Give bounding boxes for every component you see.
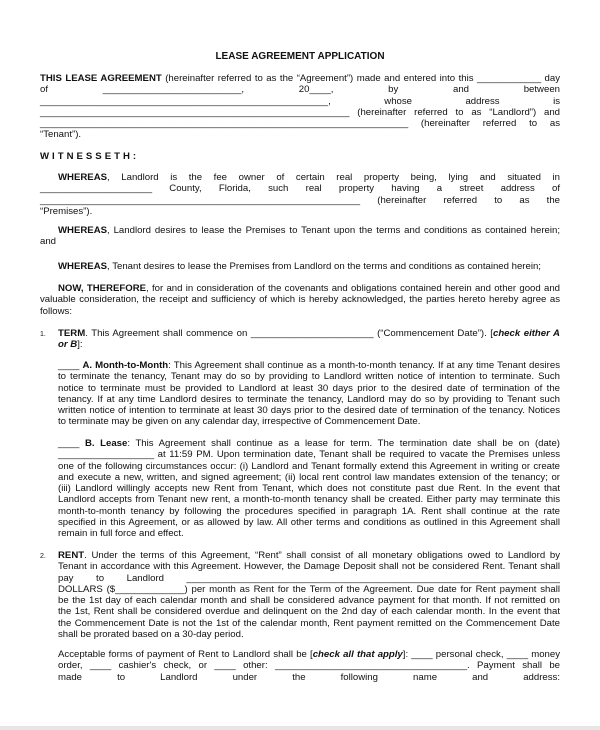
- text-line: [58, 394, 560, 405]
- text-run: one of the following circumstances occur: (i) Landlord and Tenant formally extend this Agreement in writing or create: [58, 460, 560, 472]
- text-run: Acceptable forms of payment of Rent to Landlord shall be [: [58, 649, 313, 660]
- document-title: LEASE AGREEMENT APPLICATION: [215, 51, 385, 62]
- text-run: DOLLARS ($_____________) per month as Rent for the Term of the Agreement. Due date for Rent payment shall: [58, 583, 560, 595]
- text-run: ____: [58, 360, 83, 371]
- text-line: [58, 383, 560, 394]
- text-run: ______________________________________________________, whose address is: [40, 95, 560, 107]
- text-line: [58, 584, 560, 595]
- text-line: [58, 405, 560, 416]
- text-run: , for and in consideration of the covenants and obligations contained herein and other good and: [146, 283, 560, 294]
- text-line: [58, 339, 560, 350]
- text-line: [58, 416, 560, 427]
- text-run: be the 1st day of each calendar month and shall be considered advance payment for that month. If not remitted on: [58, 595, 560, 607]
- payment-forms-paragraph: [58, 649, 560, 683]
- text-run: ____________________________________________________________ (hereinafter referred to as the: [40, 194, 560, 206]
- bold-text: WHEREAS: [58, 225, 108, 236]
- text-run: of __________________________, 20____, by and between: [40, 84, 560, 96]
- text-run: : This Agreement shall continue as a month-to-month tenancy. If at any time Tenant desires: [168, 360, 560, 371]
- text-line: [40, 118, 560, 129]
- text-line: [58, 472, 560, 483]
- text-line: [40, 183, 560, 194]
- page-edge: [0, 726, 600, 730]
- bold-text: WHEREAS: [58, 261, 108, 272]
- text-line: [40, 73, 560, 84]
- text-run: follows:: [40, 305, 72, 317]
- text-run: “Tenant”).: [40, 129, 82, 141]
- text-line: [58, 660, 560, 671]
- text-line: [40, 225, 560, 236]
- text-run: the 1st, Rent shall be considered overdue and delinquent on the 2nd day of each calendar month. In the event that: [58, 606, 560, 618]
- text-line: [58, 360, 560, 371]
- text-run: valuable consideration, the receipt and sufficiency of which is hereby acknowledged, the parties hereto hereby agree as: [40, 294, 560, 306]
- text-run: notice to terminate must be provided to Landlord at least 30 days prior to the desired date of termination of the: [58, 382, 560, 394]
- bold-italic-text: or B: [58, 339, 78, 351]
- text-line: [40, 107, 560, 118]
- text-run: to terminate may be given on any calendar day, irrespective of Commencement Date.: [58, 416, 421, 428]
- text-run: and: [40, 236, 57, 248]
- lease-option: [58, 438, 560, 540]
- whereas-owner-paragraph: [40, 172, 560, 217]
- text-run: Landlord accepts from Tenant new rent, a month-to-month tenancy shall be created. Either party may terminate this: [58, 494, 560, 506]
- bold-italic-text: check all that apply: [312, 649, 403, 660]
- text-line: [58, 595, 560, 606]
- text-run: “Premises”).: [40, 205, 93, 217]
- bold-text: TERM: [58, 328, 86, 339]
- text-line: [40, 261, 560, 272]
- text-line: [40, 129, 560, 140]
- text-line: [58, 606, 560, 617]
- text-run: and execute a new, written, and signed agreement; (ii) local rent control law mandates extension of the tenancy; or: [58, 471, 560, 483]
- witnesseth-heading: WITNESSETH:: [40, 151, 140, 162]
- text-run: . This Agreement shall commence on _______________________ (“Commencement Date”). [: [85, 328, 493, 339]
- text-line: [58, 371, 560, 382]
- bold-text: NOW, THEREFORE: [58, 283, 147, 294]
- text-line: [40, 96, 560, 107]
- text-run: , Landlord desires to lease the Premises to Tenant upon the terms and conditions as contained herein;: [107, 225, 560, 236]
- text-run: Tenant in accordance with this Agreement. However, the Damage Deposit shall not be considered Rent. Tenant shall: [58, 561, 560, 573]
- text-run: written notice of intention to terminate at least 30 days prior to the desired date of termination of the tenancy. Notices: [58, 405, 560, 417]
- text-run: the Commencement Date is not the 1st of the calendar month, Rent payment remitted on the Commencement Date: [58, 617, 560, 629]
- text-line: [40, 172, 560, 183]
- text-run: _____________________ County, Florida, such real property having a street address of: [40, 183, 560, 195]
- text-line: [58, 517, 560, 528]
- bold-italic-text: check either A: [492, 328, 560, 339]
- bold-text: WHEREAS: [58, 172, 108, 183]
- whereas-landlord-paragraph: [40, 225, 560, 248]
- text-line: [40, 283, 560, 294]
- bold-text: A. Month-to-Month: [82, 360, 169, 371]
- section-number-1: 1.: [40, 331, 46, 338]
- bold-text: THIS LEASE AGREEMENT: [40, 73, 162, 84]
- text-line: [58, 561, 560, 572]
- text-run: ]: ____ personal check, ____ money: [402, 649, 561, 660]
- text-run: order, ____ cashier's check, or ____ other: ____________________________________. Payment shall be: [58, 660, 560, 672]
- month-to-month-option: [58, 360, 560, 428]
- text-run: , Tenant desires to lease the Premises from Landlord on the terms and conditions as contained herein;: [107, 261, 541, 272]
- text-line: [58, 328, 560, 339]
- text-line: [58, 573, 560, 584]
- text-run: __________________________________________________________ (hereinafter referred to as “Landlord”) and: [40, 106, 560, 118]
- parties-paragraph: [40, 73, 560, 141]
- text-line: [58, 672, 560, 683]
- text-line: [58, 449, 560, 460]
- text-run: pay to Landlord ______________________________________________________________________: [58, 572, 560, 584]
- text-run: (hereinafter referred to as the “Agreement”) made and entered into this ____________ day: [161, 73, 560, 84]
- text-line: [58, 528, 560, 539]
- text-run: . Under the terms of this Agreement, “Rent” shall consist of all monetary obligations owed to Landlord by: [84, 550, 560, 561]
- whereas-tenant-paragraph: [40, 261, 560, 272]
- text-line: [40, 236, 560, 247]
- text-run: tenancy. If at any time Landlord desires to terminate the tenancy, Landlord may do so by providing to Tenant such: [58, 393, 560, 405]
- section-number-2: 2.: [40, 553, 46, 560]
- text-run: , Landlord is the fee owner of certain real property being, lying and situated in: [107, 172, 560, 183]
- text-run: _____________________________________________________________________ (hereinafter referred to as: [40, 118, 560, 130]
- text-line: [58, 506, 560, 517]
- text-run: ____: [58, 438, 85, 449]
- text-run: shall be prorated based on a 30-day period.: [58, 629, 244, 641]
- text-run: (iii) Landlord willingly accepts new Rent from Tenant, which does not constitute past due Rent. In the event that: [58, 483, 560, 495]
- text-line: [40, 306, 560, 317]
- text-line: [58, 550, 560, 561]
- text-run: __________________ at 11:59 PM. Upon termination date, Tenant shall be required to vacate the Premises unless: [58, 449, 560, 461]
- text-line: [40, 294, 560, 305]
- text-line: [58, 438, 560, 449]
- text-run: ]:: [77, 339, 83, 351]
- text-run: remain in full force and effect.: [58, 528, 184, 540]
- text-run: to terminate the tenancy, Tenant may do so by providing to Landlord written notice of intention to terminate. Such: [58, 371, 560, 383]
- text-line: [40, 84, 560, 95]
- text-line: [58, 649, 560, 660]
- rent-section: [58, 550, 560, 640]
- text-line: [58, 618, 560, 629]
- bold-text: B. Lease: [84, 438, 128, 449]
- text-line: [58, 483, 560, 494]
- text-line: [40, 195, 560, 206]
- term-section: [58, 328, 560, 351]
- text-run: specified in this Agreement, or as allowed by law. All other terms and conditions as outlined in this Agreement shall: [58, 517, 560, 529]
- text-line: [58, 461, 560, 472]
- now-therefore-paragraph: [40, 283, 560, 317]
- text-run: : This Agreement shall continue as a lease for term. The termination date shall be on (date): [127, 438, 561, 449]
- text-line: [58, 494, 560, 505]
- bold-text: RENT: [58, 550, 85, 561]
- text-run: made to Landlord under the following name and address:: [58, 671, 560, 683]
- text-line: [58, 629, 560, 640]
- text-run: month-to-month tenancy by following the procedures specified in paragraph 1A. Rent shall continue at the rate: [58, 505, 560, 517]
- text-line: [40, 206, 560, 217]
